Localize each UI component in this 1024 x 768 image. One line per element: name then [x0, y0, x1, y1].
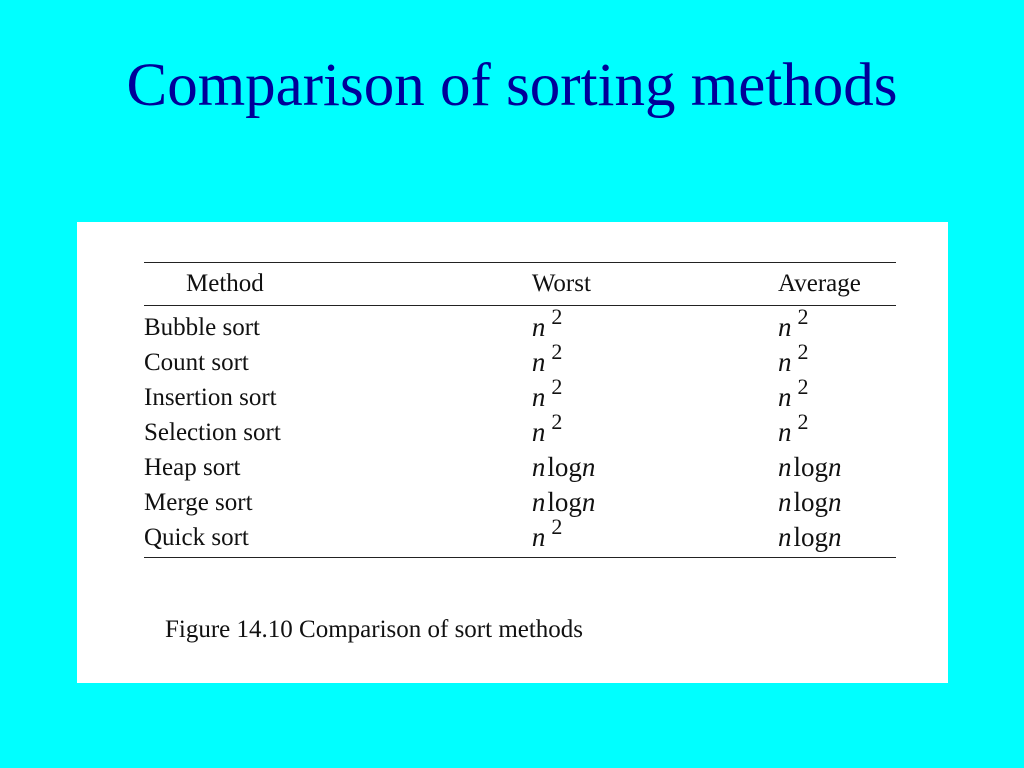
complexity-expression — [532, 452, 596, 482]
complexity-exponent: 2 — [797, 374, 809, 399]
sort-comparison-table — [144, 262, 896, 558]
worst-complexity — [532, 485, 778, 520]
complexity-expression — [531, 304, 565, 342]
average-complexity — [778, 450, 896, 485]
complexity-base: n — [778, 452, 792, 482]
complexity-base: n — [778, 522, 792, 552]
table-row — [144, 380, 896, 415]
average-complexity — [778, 520, 896, 558]
worst-complexity — [531, 514, 778, 558]
complexity-expression — [778, 409, 811, 447]
complexity-exponent: 2 — [551, 409, 563, 434]
complexity-expression — [531, 514, 565, 552]
complexity-log: log — [547, 452, 582, 482]
method-name: Merge sort — [144, 488, 253, 516]
complexity-log-argument: n — [581, 452, 596, 482]
table-row — [144, 345, 896, 380]
complexity-expression — [778, 487, 842, 517]
complexity-exponent: 2 — [797, 339, 809, 364]
slide-title: Comparison of sorting methods — [126, 52, 898, 119]
complexity-exponent: 2 — [797, 409, 809, 434]
header-method: Method — [144, 263, 532, 306]
table-row — [144, 520, 896, 558]
table-row — [144, 415, 896, 450]
complexity-base: n — [778, 312, 792, 342]
complexity-base: n — [778, 382, 792, 412]
method-name: Insertion sort — [144, 383, 277, 411]
complexity-base: n — [531, 522, 546, 552]
complexity-exponent: 2 — [551, 339, 563, 364]
table-body — [144, 306, 896, 558]
complexity-base: n — [531, 312, 546, 342]
method-name: Count sort — [144, 348, 249, 376]
complexity-base: n — [778, 487, 792, 517]
complexity-base: n — [531, 382, 546, 412]
complexity-expression — [778, 452, 842, 482]
complexity-log-argument: n — [828, 522, 842, 552]
header-average: Average — [778, 263, 896, 306]
figure-panel — [77, 222, 948, 683]
complexity-exponent: 2 — [797, 304, 809, 329]
figure-caption: Figure 14.10 Comparison of sort methods — [165, 616, 584, 643]
method-name: Selection sort — [144, 418, 281, 446]
complexity-expression — [778, 339, 811, 377]
complexity-exponent: 2 — [551, 304, 563, 329]
complexity-exponent: 2 — [551, 374, 563, 399]
table-row — [144, 485, 896, 520]
average-complexity — [778, 485, 896, 520]
average-complexity — [778, 374, 896, 415]
complexity-log: log — [547, 487, 582, 517]
complexity-base: n — [531, 417, 546, 447]
complexity-log: log — [793, 487, 829, 517]
worst-complexity — [532, 450, 778, 485]
complexity-expression — [778, 304, 811, 342]
complexity-log-argument: n — [581, 487, 596, 517]
table-row — [144, 306, 896, 346]
average-complexity — [778, 306, 896, 346]
table-header-row — [144, 263, 896, 306]
complexity-exponent: 2 — [551, 514, 563, 539]
table-row — [144, 450, 896, 485]
worst-complexity — [531, 374, 778, 415]
complexity-expression — [778, 522, 842, 552]
method-name: Bubble sort — [144, 313, 260, 341]
complexity-base: n — [531, 487, 546, 517]
worst-complexity — [531, 339, 778, 380]
complexity-log: log — [793, 522, 829, 552]
complexity-log: log — [793, 452, 829, 482]
complexity-base: n — [531, 347, 546, 377]
average-complexity — [778, 339, 896, 380]
complexity-log-argument: n — [828, 452, 842, 482]
complexity-base: n — [778, 417, 792, 447]
average-complexity — [778, 409, 896, 450]
complexity-base: n — [531, 452, 546, 482]
complexity-log-argument: n — [828, 487, 842, 517]
complexity-expression — [531, 339, 565, 377]
worst-complexity — [531, 409, 778, 450]
complexity-expression — [778, 374, 811, 412]
complexity-expression — [532, 487, 596, 517]
complexity-base: n — [778, 347, 792, 377]
worst-complexity — [532, 306, 778, 346]
complexity-expression — [531, 374, 565, 412]
method-name: Quick sort — [144, 520, 532, 558]
header-worst: Worst — [532, 263, 778, 306]
complexity-expression — [531, 409, 565, 447]
method-name: Heap sort — [144, 453, 241, 481]
